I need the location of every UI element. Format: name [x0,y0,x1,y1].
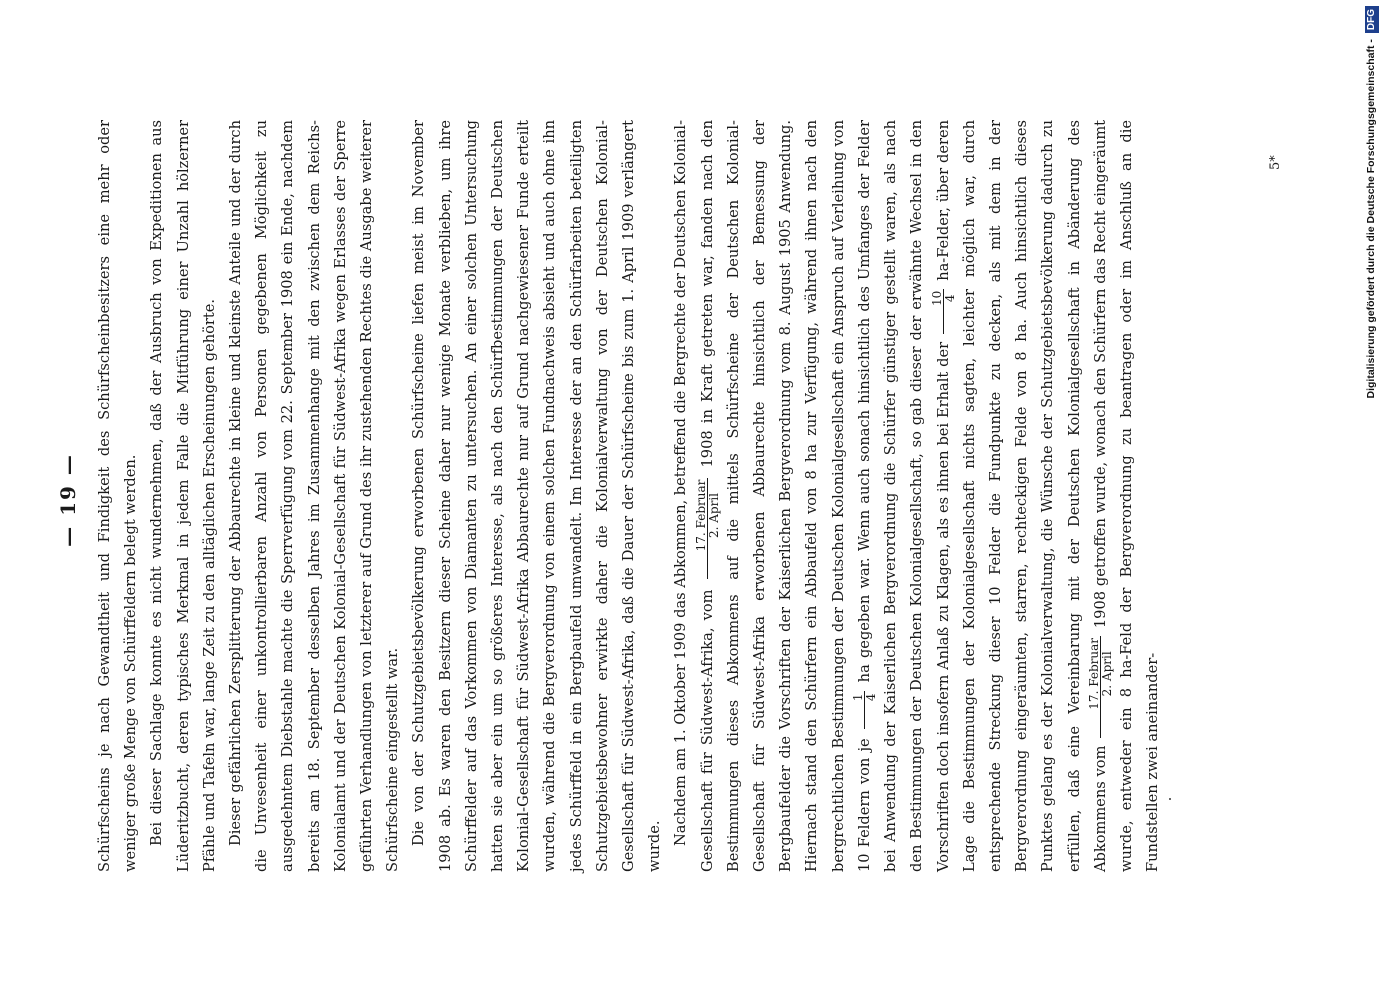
fraction-quarter [852,692,877,730]
funding-sidebar [1362,6,1380,996]
paragraph-5-part-b: 1908 in Kraft getreten war, fanden nach den Bestimmungen dieses Abkommens auf die mittels Schürfscheine der Deutschen Kolonial-Gesellschaft für Südwest-Afrika erworbenen Abbaurechte hinsichtlich der Bemessung der Bergbaufelder die Vorschriften der Kaiserlichen Bergverordnung vom 8. August 1905 Anwendung. Hiernach stand den Schürfern ein Abbaufeld von 8 ha zur Verfügung, während ihnen nach den bergrechtlichen Bestimmungen der Deutschen Kolonialgesellschaft ein Anspruch auf Verleihung von 10 Feldern von je [698,119,873,872]
sheet-signature: 5* [1268,155,1283,170]
fraction-numerator: 17. Februar [1088,636,1101,738]
paragraph-5-part-a: Nachdem am 1. Oktober 1909 das Abkommen, betreffend die Bergrechte der Deutschen Kolonial-Gesellschaft für Südwest-Afrika, vom [672,120,716,872]
body-text [92,120,1166,872]
paragraph-3: Dieser gefährlichen Zersplitterung der Abbaurechte in kleine und kleinste Anteile und der durch die Unvesenheit einer unkontrollierbaren Anzahl von Personen gegebenen Möglichkeit zu ausgedehntem Diebstahle machte die Sperrverfügung vom 22. September 1908 ein Ende, nachdem bereits am 18. September desselben Jahres im Zusammenhange mit den zwischen dem Reichs-Kolonialamt und der Deutschen Kolonial-Gesellschaft für Südwest-Afrika wegen Erlasses der Sperre geführten Verhandlungen von letzterer auf Grund des ihr zustehenden Rechtes die Ausgabe weiterer Schürfscheine eingestellt war. [227,120,402,872]
scan-speck [1169,798,1171,800]
paragraph-5 [668,120,1166,872]
fraction-denominator: 2. April [707,492,722,538]
fraction-numerator: 10 [931,289,944,334]
fraction-numerator: 17. Februar [695,478,708,580]
date-fraction-1 [695,478,720,580]
date-fraction-2 [1088,636,1113,738]
funding-notice-text: Digitalisierung gefördert durch die Deutsche Forschungsgemeinschaft - [1365,39,1377,399]
paragraph-1: Schürfscheins je nach Gewandtheit und Findigkeit des Schürfscheinbesitzers eine mehr oder weniger große Menge von Schürffeldern belegt werden. [96,120,140,872]
fraction-denominator: 4 [864,693,879,702]
fraction-denominator: 2. April [1100,651,1115,697]
paragraph-4: Die von der Schutzgebietsbevölkerung erworbenen Schürfscheine liefen meist im November 1908 ab. Es waren den Besitzern dieser Scheine daher nur wenige Monate verblieben, um ihre Schürffelder auf das Vorkommen von Diamanten zu untersuchen. An einer solchen Untersuchung hatten sie aber ein um so größeres Interesse, als nach den Schürfbestimmungen der Deutschen Kolonial-Gesellschaft für Südwest-Afrika Abbaurechte nur auf Grund nachgewiesener Funde erteilt wurden, während die Bergverordnung von einem solchen Fundnachweis absieht und auch ohne ihn jedes Schürffeld in ein Bergbaufeld umwandelt. Im Interesse der an den Schürfarbeiten beteiligten Schutzgebietsbewohner erwirkte daher die Kolonialverwaltung von der Deutschen Kolonial-Gesellschaft für Südwest-Afrika, daß die Dauer der Schürfscheine bis zum 1. April 1909 verlängert wurde. [410,120,664,872]
funding-notice [1362,6,1380,996]
page-number: — 19 — [56,453,80,547]
paragraph-5-part-e: 1908 getroffen wurde, wonach den Schürfern das Recht eingeräumt wurde, entweder ein 8 ha-Feld der Bergverordnung zu beantragen oder im Anschluß an die Fundstellen zwei aneinander- [1091,119,1162,872]
paragraph-5-part-c: ha gegeben war. Wenn auch sonach hinsichtlich des Umfanges der Felder bei Anwendung der Kaiserlichen Bergverordnung die Schürfer günstiger gestellt waren, als nach den Bestimmungen der Deutschen Kolonialgesellschaft, so gab dieser der erwähnte Wechsel in den Vorschriften doch insofern Anlaß zu Klagen, als es ihnen bei Erhalt der [855,119,952,872]
fraction-denominator: 4 [943,294,957,303]
paragraph-5-part-d: ha-Felder, über deren Lage die Bestimmungen der Kolonialgesellschaft nichts sagten, leichter möglich war, durch entsprechende Streckung dieser 10 Felder die Fundpunkte zu decken, als mit dem in der Bergverordnung eingeräumten, starren, rechteckigen Felde von 8 ha. Auch hinsichtlich dieses Punktes gelang es der Kolonialverwaltung, die Wünsche der Schutzgebietsbevölkerung dadurch zu erfüllen, daß eine Vereinbarung mit der Deutschen Kolonialgesellschaft in Abänderung des Abkommens vom [934,120,1109,872]
fraction-ten-quarters [931,289,956,334]
fraction-numerator: 1 [852,692,865,730]
paragraph-2: Bei dieser Sachlage konnte es nicht wundernehmen, daß der Ausbruch von Expeditionen aus Lüderitzbucht, deren typisches Merkmal in jedem Falle die Mitführung einer Unzahl hölzerner Pfähle und Tafeln war, lange Zeit zu den alltäglichen Erscheinungen gehörte. [148,120,218,872]
dfg-logo: DFG [1365,6,1379,33]
